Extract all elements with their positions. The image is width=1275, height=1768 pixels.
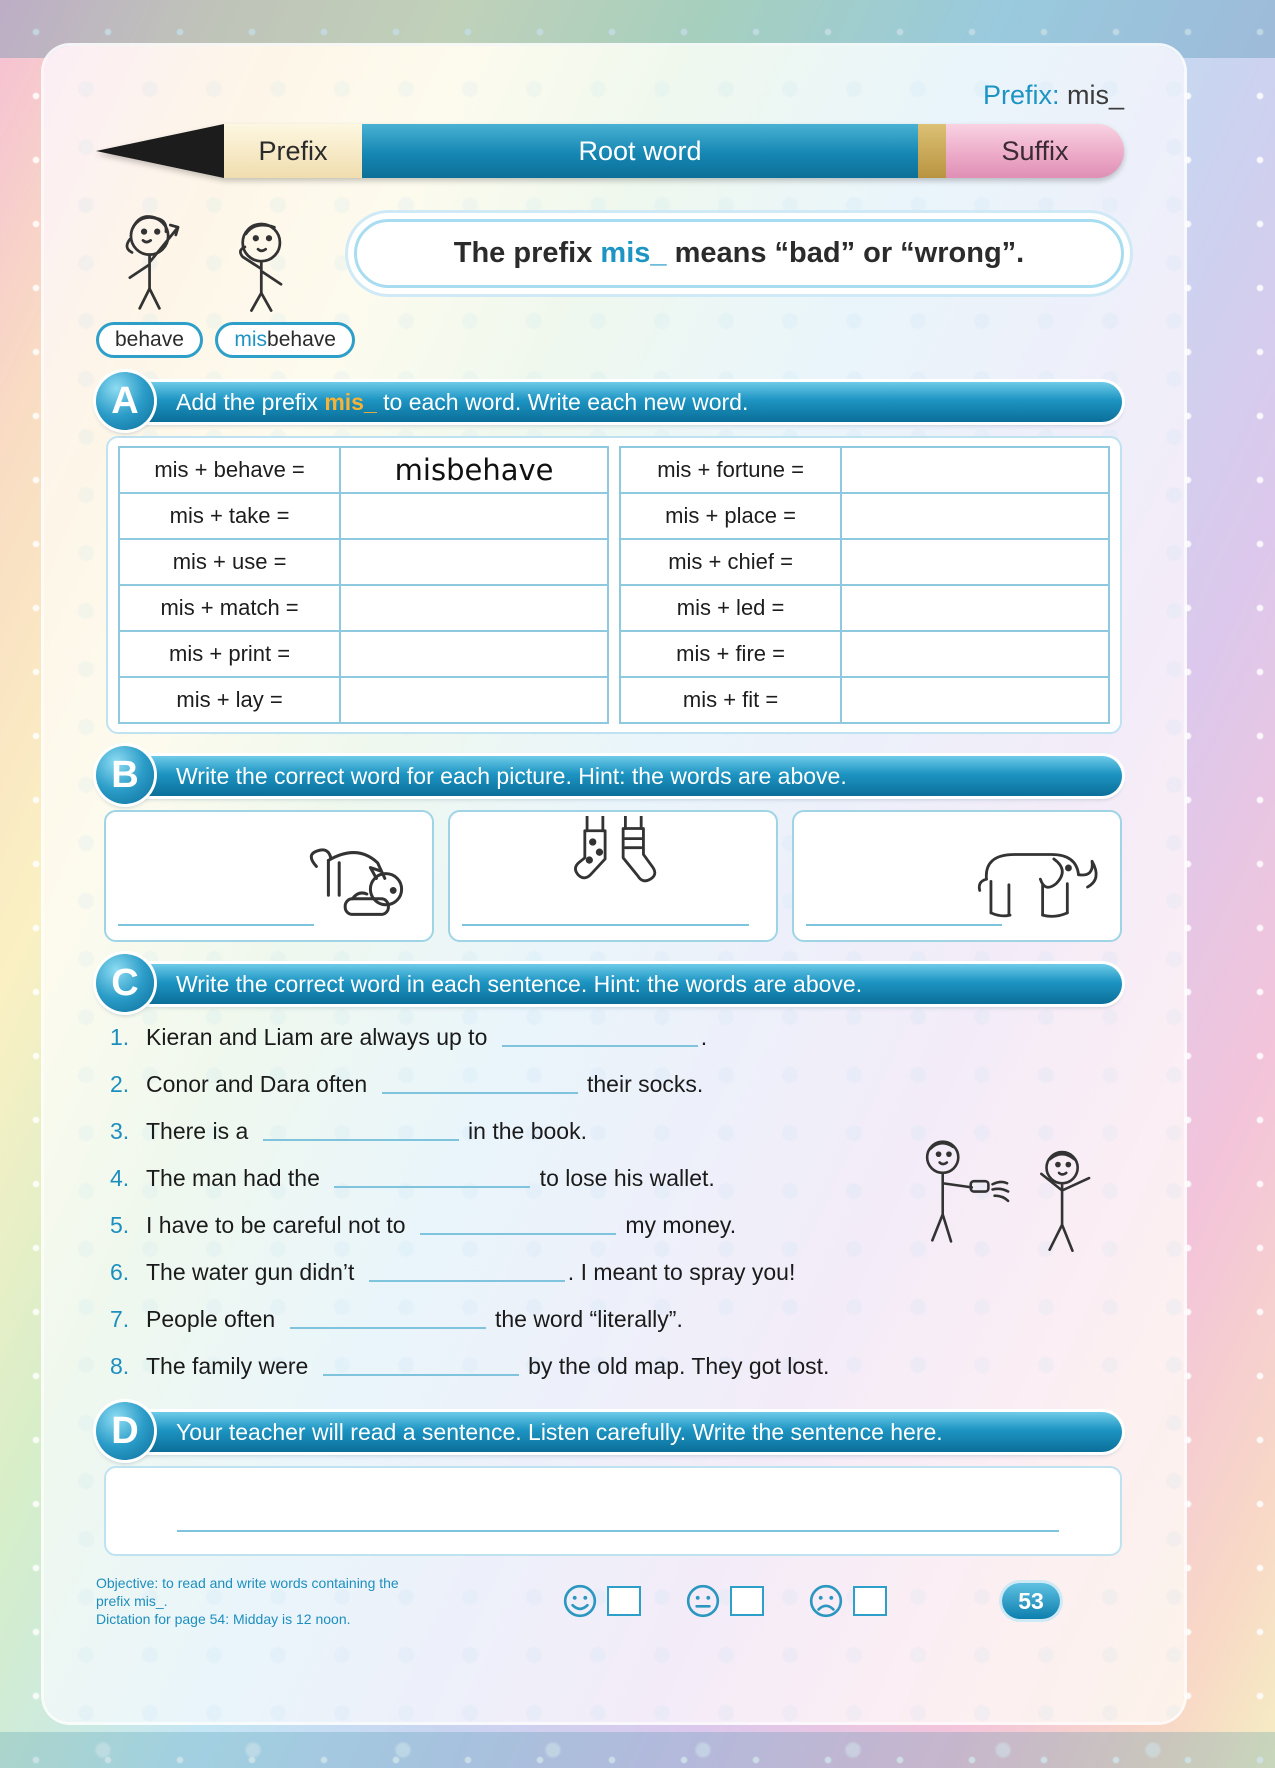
happy-face-icon bbox=[562, 1583, 598, 1619]
answer-cell[interactable] bbox=[842, 678, 1108, 722]
dictation-writing-area bbox=[104, 1466, 1122, 1556]
speech-cloud bbox=[354, 219, 1124, 288]
sentence-text-pre: The water gun didn’t bbox=[146, 1259, 361, 1285]
answer-cell[interactable] bbox=[341, 632, 607, 676]
page-topic-value: mis_ bbox=[1059, 80, 1124, 110]
sentence-number: 8. bbox=[110, 1353, 130, 1379]
table-row bbox=[120, 538, 607, 584]
section-c-sentences bbox=[110, 1014, 1124, 1390]
objective-line-3: Dictation for page 54: Midday is 12 noon. bbox=[96, 1611, 351, 1628]
sentence-text-pre: Kieran and Liam are always up to bbox=[146, 1024, 494, 1050]
table-left-column bbox=[118, 446, 609, 724]
sentence-text-post: . bbox=[700, 1024, 708, 1050]
table-row bbox=[120, 448, 607, 492]
section-a-table bbox=[106, 436, 1122, 734]
word-sum-label: mis + fit = bbox=[621, 678, 842, 722]
word-sum-label: mis + use = bbox=[120, 540, 341, 584]
word-sum-label: mis + print = bbox=[120, 632, 341, 676]
tag-behave bbox=[96, 322, 203, 358]
word-sum-label: mis + fire = bbox=[621, 632, 842, 676]
pencil-prefix-label: Prefix bbox=[224, 124, 362, 178]
sentence-item bbox=[110, 1296, 1124, 1343]
mismatched-socks-illustration bbox=[551, 816, 675, 912]
decorative-bottom-border bbox=[0, 1732, 1275, 1768]
sentence-text-pre: There is a bbox=[146, 1118, 255, 1144]
sentence-number: 2. bbox=[110, 1071, 130, 1097]
table-row bbox=[621, 676, 1108, 722]
section-c-title: Write the correct word in each sentence. Hint: the words are above. bbox=[176, 971, 863, 997]
happy-face-group bbox=[562, 1583, 641, 1619]
dog-chewing-shoe-illustration bbox=[290, 828, 422, 930]
sentence-text-post: their socks. bbox=[580, 1071, 704, 1097]
page-topic bbox=[96, 80, 1124, 112]
section-b-title: Write the correct word for each picture. Hint: the words are above. bbox=[176, 763, 847, 789]
cloud-prefix-highlight: mis_ bbox=[600, 236, 667, 269]
sentence-text-pre: I have to be careful not to bbox=[146, 1212, 412, 1238]
answer-blank[interactable] bbox=[382, 1076, 578, 1094]
worksheet-page bbox=[44, 46, 1184, 1722]
answer-cell[interactable] bbox=[341, 494, 607, 538]
word-sum-label: mis + led = bbox=[621, 586, 842, 630]
table-right-column bbox=[619, 446, 1110, 724]
section-a-letter: A bbox=[96, 372, 154, 430]
section-a-title-pre: Add the prefix bbox=[176, 389, 325, 415]
cloud-text-post: means “bad” or “wrong”. bbox=[666, 236, 1025, 269]
answer-blank[interactable] bbox=[263, 1123, 459, 1141]
word-sum-label: mis + place = bbox=[621, 494, 842, 538]
answer-blank[interactable] bbox=[323, 1358, 519, 1376]
sentence-text-post: to lose his wallet. bbox=[533, 1165, 715, 1191]
section-d-letter: D bbox=[96, 1402, 154, 1460]
section-d-header bbox=[104, 1412, 1122, 1452]
answer-cell[interactable] bbox=[842, 586, 1108, 630]
answer-blank[interactable] bbox=[290, 1311, 486, 1329]
section-b-letter: B bbox=[96, 746, 154, 804]
tag-misbehave bbox=[215, 322, 355, 358]
table-row bbox=[120, 630, 607, 676]
dictation-writing-line[interactable] bbox=[177, 1530, 1059, 1532]
picture-box-dog bbox=[104, 810, 434, 942]
sentence-number: 3. bbox=[110, 1118, 130, 1144]
answer-cell[interactable] bbox=[341, 540, 607, 584]
page-footer bbox=[96, 1574, 1124, 1629]
sentence-item bbox=[110, 1061, 1124, 1108]
answer-cell[interactable]: misbehave bbox=[394, 453, 554, 487]
table-row bbox=[621, 492, 1108, 538]
section-b-header bbox=[104, 756, 1122, 796]
intro-row bbox=[96, 190, 1124, 316]
section-a-title-mis: mis_ bbox=[324, 389, 377, 415]
tag-misbehave-prefix: mis bbox=[234, 328, 268, 351]
answer-cell[interactable] bbox=[341, 586, 607, 630]
sentence-text-post: my money. bbox=[618, 1212, 737, 1238]
sentence-text-pre: The man had the bbox=[146, 1165, 327, 1191]
elephant-illustration bbox=[964, 834, 1110, 930]
self-assessment-faces bbox=[446, 1583, 1002, 1619]
word-sum-label: mis + take = bbox=[120, 494, 341, 538]
sentence-text-pre: People often bbox=[146, 1306, 282, 1332]
table-row bbox=[621, 584, 1108, 630]
page-number-badge: 53 bbox=[1002, 1583, 1060, 1619]
table-row bbox=[621, 630, 1108, 676]
sentence-number: 4. bbox=[110, 1165, 130, 1191]
word-sum-label: mis + match = bbox=[120, 586, 341, 630]
sentence-text-post: in the book. bbox=[461, 1118, 587, 1144]
table-row bbox=[621, 538, 1108, 584]
kids-listening-illustration bbox=[96, 190, 328, 316]
objective-line-2: prefix mis_. bbox=[96, 1593, 168, 1610]
table-row bbox=[120, 584, 607, 630]
happy-face-checkbox[interactable] bbox=[607, 1586, 641, 1616]
section-c-header bbox=[104, 964, 1122, 1004]
answer-blank[interactable] bbox=[369, 1264, 565, 1282]
picture-box-elephant bbox=[792, 810, 1122, 942]
word-sum-label: mis + fortune = bbox=[621, 448, 842, 492]
sentence-text-pre: Conor and Dara often bbox=[146, 1071, 374, 1097]
table-row bbox=[120, 676, 607, 722]
section-a-header bbox=[104, 382, 1122, 422]
table-row bbox=[120, 492, 607, 538]
sentence-number: 6. bbox=[110, 1259, 130, 1285]
objective-text bbox=[96, 1574, 446, 1629]
sentence-number: 5. bbox=[110, 1212, 130, 1238]
section-a-title-post: to each word. Write each new word. bbox=[376, 389, 749, 415]
sentence-text-post: . I meant to spray you! bbox=[567, 1259, 796, 1285]
answer-cell[interactable] bbox=[842, 632, 1108, 676]
cloud-text-pre: The prefix bbox=[453, 236, 601, 269]
answer-blank[interactable] bbox=[502, 1029, 698, 1047]
answer-blank[interactable] bbox=[118, 924, 314, 926]
sentence-text-post: the word “literally”. bbox=[488, 1306, 683, 1332]
picture-box-socks bbox=[448, 810, 778, 942]
neutral-face-checkbox[interactable] bbox=[730, 1586, 764, 1616]
answer-cell[interactable] bbox=[842, 540, 1108, 584]
answer-blank[interactable] bbox=[334, 1170, 530, 1188]
pencil-tip-icon bbox=[96, 124, 224, 178]
table-row bbox=[621, 448, 1108, 492]
sentence-item bbox=[110, 1343, 1124, 1390]
water-gun-kids-illustration bbox=[896, 1126, 1114, 1282]
pencil-suffix-label: Suffix bbox=[946, 124, 1124, 178]
objective-line-1: Objective: to read and write words containing the bbox=[96, 1575, 399, 1591]
sad-face-icon bbox=[808, 1583, 844, 1619]
section-b-pictures bbox=[104, 810, 1122, 942]
sentence-item bbox=[110, 1014, 1124, 1061]
page-topic-label: Prefix: bbox=[982, 80, 1060, 110]
answer-blank[interactable] bbox=[462, 924, 749, 926]
answer-cell[interactable] bbox=[842, 448, 1108, 492]
answer-blank[interactable] bbox=[420, 1217, 616, 1235]
neutral-face-group bbox=[685, 1583, 764, 1619]
sentence-text-pre: The family were bbox=[146, 1353, 315, 1379]
sad-face-checkbox[interactable] bbox=[853, 1586, 887, 1616]
sentence-number: 1. bbox=[110, 1024, 130, 1050]
sad-face-group bbox=[808, 1583, 887, 1619]
example-tags bbox=[96, 322, 1124, 360]
word-sum-label: mis + lay = bbox=[120, 678, 341, 722]
pencil-diagram bbox=[96, 124, 1124, 178]
sentence-text-post: by the old map. They got lost. bbox=[521, 1353, 830, 1379]
sentence-number: 7. bbox=[110, 1306, 130, 1332]
word-sum-label: mis + chief = bbox=[621, 540, 842, 584]
pencil-ferrule bbox=[918, 124, 946, 178]
pencil-root-word-label: Root word bbox=[362, 124, 918, 178]
tag-misbehave-rest: behave bbox=[267, 328, 336, 351]
tag-behave-label: behave bbox=[115, 328, 184, 351]
neutral-face-icon bbox=[685, 1583, 721, 1619]
answer-cell[interactable] bbox=[842, 494, 1108, 538]
word-sum-label: mis + behave = bbox=[120, 448, 341, 492]
section-c-letter: C bbox=[96, 954, 154, 1012]
section-d-title: Your teacher will read a sentence. Listen carefully. Write the sentence here. bbox=[176, 1419, 943, 1445]
answer-cell[interactable] bbox=[341, 678, 607, 722]
